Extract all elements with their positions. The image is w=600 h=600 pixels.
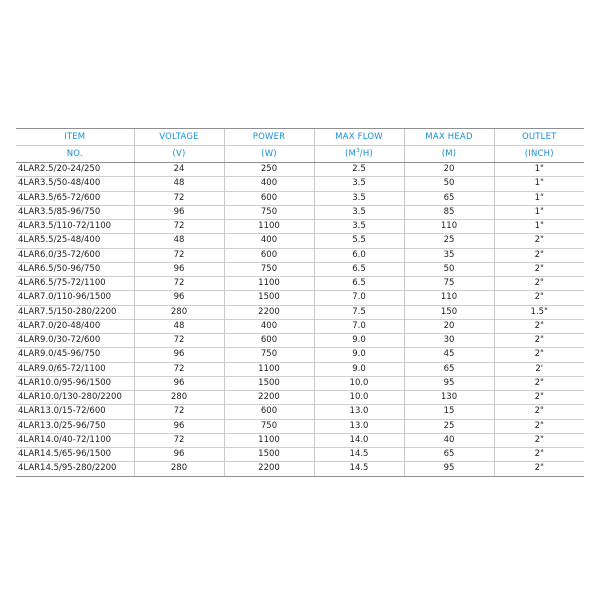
- cell-voltage: 48: [134, 234, 224, 248]
- cell-max-flow: 14.5: [314, 448, 404, 462]
- cell-voltage: 96: [134, 262, 224, 276]
- cell-max-head: 35: [404, 248, 494, 262]
- table-row: [16, 405, 584, 419]
- header-max-head: MAX HEAD: [404, 129, 494, 146]
- cell-item: 4LAR13.0/25-96/750: [16, 419, 134, 433]
- table-row: [16, 277, 584, 291]
- cell-max-head: 65: [404, 362, 494, 376]
- cell-outlet: 2": [494, 376, 584, 390]
- cell-outlet: 2": [494, 462, 584, 476]
- cell-voltage: 72: [134, 433, 224, 447]
- cell-voltage: 96: [134, 291, 224, 305]
- cell-max-head: 30: [404, 334, 494, 348]
- table-body: [16, 163, 584, 477]
- cell-max-head: 40: [404, 433, 494, 447]
- cell-power: 1500: [224, 448, 314, 462]
- cell-voltage: 72: [134, 405, 224, 419]
- cell-max-flow: 7.0: [314, 291, 404, 305]
- cell-item: 4LAR5.5/25-48/400: [16, 234, 134, 248]
- cell-voltage: 72: [134, 220, 224, 234]
- table-row: [16, 305, 584, 319]
- cell-power: 400: [224, 177, 314, 191]
- cell-outlet: 1": [494, 163, 584, 177]
- cell-item: 4LAR7.0/110-96/1500: [16, 291, 134, 305]
- header-item: ITEM: [16, 129, 134, 146]
- cell-max-head: 75: [404, 277, 494, 291]
- cell-power: 600: [224, 405, 314, 419]
- table-row: [16, 177, 584, 191]
- unit-outlet: (INCH): [494, 146, 584, 163]
- table-row: [16, 234, 584, 248]
- cell-voltage: 48: [134, 177, 224, 191]
- cell-power: 2200: [224, 462, 314, 476]
- cell-outlet: 1": [494, 205, 584, 219]
- cell-power: 1100: [224, 220, 314, 234]
- cell-power: 2200: [224, 305, 314, 319]
- table-row: [16, 205, 584, 219]
- cell-item: 4LAR10.0/130-280/2200: [16, 391, 134, 405]
- cell-max-head: 95: [404, 376, 494, 390]
- cell-outlet: 1": [494, 177, 584, 191]
- cell-max-head: 85: [404, 205, 494, 219]
- header-row-units: [16, 146, 584, 163]
- cell-item: 4LAR14.5/95-280/2200: [16, 462, 134, 476]
- cell-outlet: 1": [494, 220, 584, 234]
- cell-item: 4LAR6.0/35-72/600: [16, 248, 134, 262]
- cell-max-flow: 10.0: [314, 376, 404, 390]
- cell-outlet: 2": [494, 234, 584, 248]
- cell-item: 4LAR6.5/50-96/750: [16, 262, 134, 276]
- cell-item: 4LAR9.0/45-96/750: [16, 348, 134, 362]
- table-row: [16, 419, 584, 433]
- cell-item: 4LAR14.5/65-96/1500: [16, 448, 134, 462]
- cell-voltage: 280: [134, 305, 224, 319]
- cell-voltage: 72: [134, 362, 224, 376]
- unit-max-head: (M): [404, 146, 494, 163]
- unit-voltage: (V): [134, 146, 224, 163]
- cell-voltage: 72: [134, 334, 224, 348]
- cell-voltage: 72: [134, 248, 224, 262]
- table-row: [16, 291, 584, 305]
- table-row: [16, 391, 584, 405]
- table-row: [16, 220, 584, 234]
- table-row: [16, 348, 584, 362]
- cell-item: 4LAR7.5/150-280/2200: [16, 305, 134, 319]
- cell-voltage: 96: [134, 419, 224, 433]
- cell-max-head: 45: [404, 348, 494, 362]
- unit-max-flow: [314, 146, 404, 163]
- cell-max-flow: 9.0: [314, 362, 404, 376]
- cell-outlet: 2": [494, 277, 584, 291]
- cell-voltage: 96: [134, 376, 224, 390]
- cell-max-flow: 14.0: [314, 433, 404, 447]
- header-outlet: OUTLET: [494, 129, 584, 146]
- cell-voltage: 96: [134, 348, 224, 362]
- cell-outlet: 2": [494, 391, 584, 405]
- cell-power: 750: [224, 348, 314, 362]
- cell-max-head: 110: [404, 291, 494, 305]
- cell-item: 4LAR14.0/40-72/1100: [16, 433, 134, 447]
- cell-item: 4LAR3.5/110-72/1100: [16, 220, 134, 234]
- cell-item: 4LAR2.5/20-24/250: [16, 163, 134, 177]
- cell-max-head: 130: [404, 391, 494, 405]
- cell-power: 250: [224, 163, 314, 177]
- table-row: [16, 462, 584, 476]
- cell-outlet: 1": [494, 191, 584, 205]
- cell-max-head: 20: [404, 319, 494, 333]
- cell-max-head: 110: [404, 220, 494, 234]
- cell-item: 4LAR10.0/95-96/1500: [16, 376, 134, 390]
- cell-max-flow: 3.5: [314, 205, 404, 219]
- cell-max-head: 150: [404, 305, 494, 319]
- cell-power: 1100: [224, 277, 314, 291]
- cell-item: 4LAR13.0/15-72/600: [16, 405, 134, 419]
- cell-outlet: 2": [494, 291, 584, 305]
- cell-power: 1500: [224, 376, 314, 390]
- cell-item: 4LAR9.0/65-72/1100: [16, 362, 134, 376]
- cell-voltage: 280: [134, 391, 224, 405]
- cell-max-head: 95: [404, 462, 494, 476]
- cell-voltage: 48: [134, 319, 224, 333]
- unit-flow-prefix: (M: [345, 149, 357, 159]
- cell-power: 600: [224, 191, 314, 205]
- table-row: [16, 163, 584, 177]
- cell-outlet: 2': [494, 362, 584, 376]
- cell-power: 1500: [224, 291, 314, 305]
- unit-flow-superscript: 3: [356, 148, 360, 155]
- cell-max-flow: 3.5: [314, 220, 404, 234]
- table-row: [16, 248, 584, 262]
- cell-power: 600: [224, 334, 314, 348]
- table-row: [16, 334, 584, 348]
- cell-power: 400: [224, 319, 314, 333]
- header-power: POWER: [224, 129, 314, 146]
- cell-voltage: 280: [134, 462, 224, 476]
- cell-max-flow: 6.0: [314, 248, 404, 262]
- cell-max-head: 50: [404, 177, 494, 191]
- cell-item: 4LAR3.5/50-48/400: [16, 177, 134, 191]
- cell-max-head: 65: [404, 448, 494, 462]
- cell-max-head: 20: [404, 163, 494, 177]
- cell-power: 1100: [224, 362, 314, 376]
- cell-max-flow: 7.0: [314, 319, 404, 333]
- cell-voltage: 96: [134, 448, 224, 462]
- cell-power: 750: [224, 419, 314, 433]
- cell-outlet: 1.5": [494, 305, 584, 319]
- cell-power: 400: [224, 234, 314, 248]
- cell-max-flow: 3.5: [314, 191, 404, 205]
- table-row: [16, 362, 584, 376]
- cell-max-head: 50: [404, 262, 494, 276]
- cell-max-flow: 5.5: [314, 234, 404, 248]
- header-row-titles: [16, 129, 584, 146]
- cell-voltage: 24: [134, 163, 224, 177]
- cell-max-flow: 2.5: [314, 163, 404, 177]
- cell-max-head: 25: [404, 234, 494, 248]
- cell-outlet: 2": [494, 319, 584, 333]
- unit-flow-suffix: /H): [359, 149, 373, 159]
- cell-max-flow: 13.0: [314, 419, 404, 433]
- cell-voltage: 96: [134, 205, 224, 219]
- cell-power: 2200: [224, 391, 314, 405]
- cell-outlet: 2": [494, 248, 584, 262]
- cell-max-head: 25: [404, 419, 494, 433]
- cell-max-flow: 10.0: [314, 391, 404, 405]
- cell-max-flow: 7.5: [314, 305, 404, 319]
- cell-max-flow: 9.0: [314, 334, 404, 348]
- cell-max-flow: 9.0: [314, 348, 404, 362]
- cell-outlet: 2": [494, 262, 584, 276]
- cell-item: 4LAR9.0/30-72/600: [16, 334, 134, 348]
- cell-item: 4LAR3.5/85-96/750: [16, 205, 134, 219]
- header-voltage: VOLTAGE: [134, 129, 224, 146]
- cell-voltage: 72: [134, 277, 224, 291]
- pump-spec-table: [16, 128, 584, 477]
- cell-power: 750: [224, 262, 314, 276]
- cell-max-flow: 14.5: [314, 462, 404, 476]
- cell-power: 750: [224, 205, 314, 219]
- unit-item: NO.: [16, 146, 134, 163]
- table-row: [16, 262, 584, 276]
- cell-power: 1100: [224, 433, 314, 447]
- cell-max-flow: 6.5: [314, 262, 404, 276]
- cell-max-head: 15: [404, 405, 494, 419]
- cell-max-flow: 3.5: [314, 177, 404, 191]
- table-row: [16, 191, 584, 205]
- cell-item: 4LAR6.5/75-72/1100: [16, 277, 134, 291]
- table-row: [16, 376, 584, 390]
- header-max-flow: MAX FLOW: [314, 129, 404, 146]
- cell-max-flow: 6.5: [314, 277, 404, 291]
- table-row: [16, 319, 584, 333]
- cell-outlet: 2": [494, 405, 584, 419]
- cell-max-flow: 13.0: [314, 405, 404, 419]
- cell-item: 4LAR7.0/20-48/400: [16, 319, 134, 333]
- cell-max-head: 65: [404, 191, 494, 205]
- table-row: [16, 433, 584, 447]
- cell-power: 600: [224, 248, 314, 262]
- cell-voltage: 72: [134, 191, 224, 205]
- cell-outlet: 2": [494, 334, 584, 348]
- cell-outlet: 2": [494, 419, 584, 433]
- table-row: [16, 448, 584, 462]
- unit-power: (W): [224, 146, 314, 163]
- cell-outlet: 2": [494, 348, 584, 362]
- cell-outlet: 2": [494, 433, 584, 447]
- cell-item: 4LAR3.5/65-72/600: [16, 191, 134, 205]
- cell-outlet: 2": [494, 448, 584, 462]
